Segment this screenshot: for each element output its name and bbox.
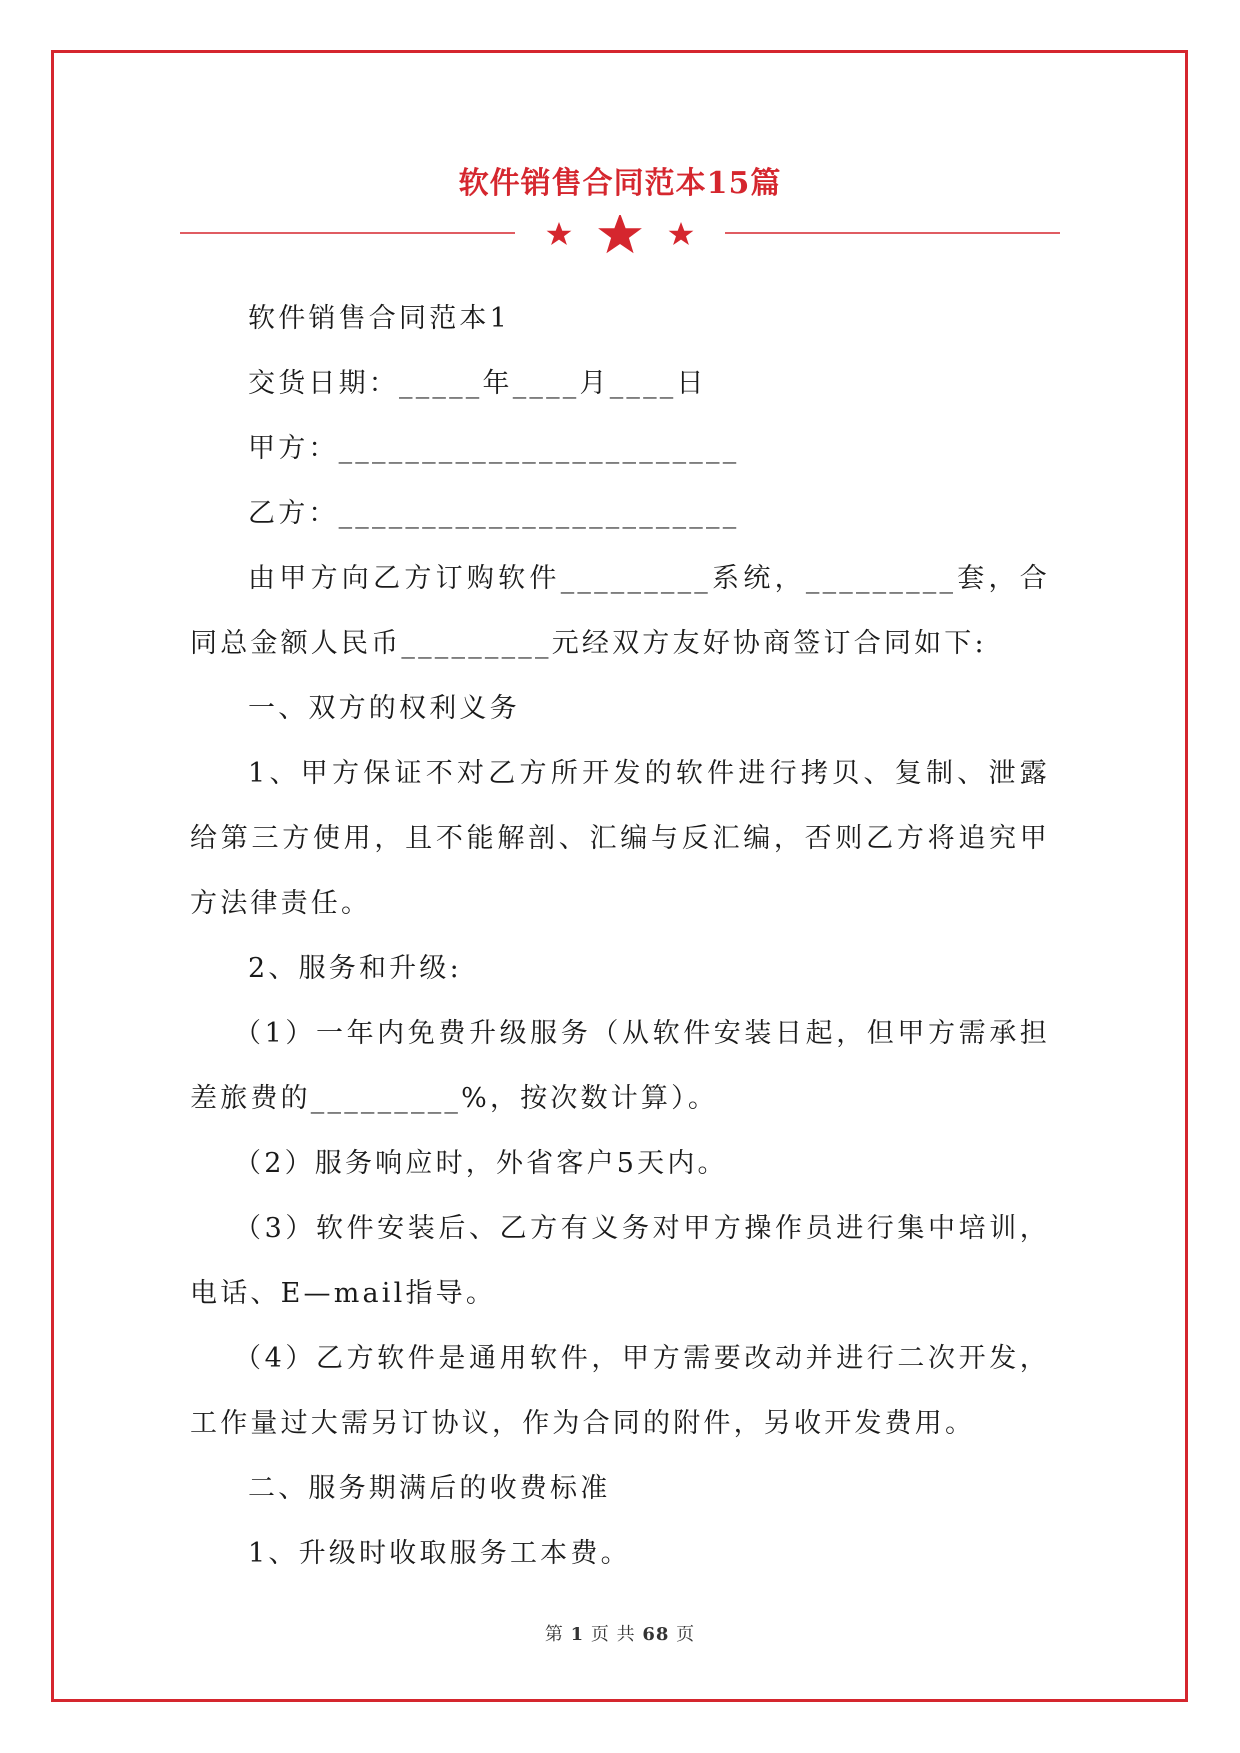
clause-paragraph: （2）服务响应时，外省客户5天内。 [234,1148,728,1179]
clause-paragraph: 2、服务和升级: [248,953,462,984]
section-heading: 软件销售合同范本1 [248,303,510,334]
footer-prefix: 第 [544,1624,564,1645]
clause-paragraph: 1、升级时收取服务工本费。 [248,1538,631,1569]
footer-suffix: 页 [676,1624,696,1645]
delivery-date-line: 交货日期：_____年____月____日 [248,368,707,399]
small-star-icon [547,222,572,245]
clause-paragraph: （4）乙方软件是通用软件，甲方需要改动并进行二次开发，工作量过大需另订协议，作为合同的附件，另收开发费用。 [190,1343,1050,1439]
total-pages-number: 68 [642,1624,670,1645]
clause-paragraph: （1）一年内免费升级服务（从软件安装日起，但甲方需承担差旅费的_________%，按次数计算）。 [190,1018,1050,1114]
clause-paragraph: （3）软件安装后、乙方有义务对甲方操作员进行集中培训，电话、E—mail指导。 [190,1213,1050,1309]
title-divider [180,215,1060,265]
large-star-icon [598,215,642,253]
small-star-icon [669,222,694,245]
party-a-line: 甲方：________________________ [248,433,740,464]
current-page-number: 1 [570,1624,585,1645]
clause-paragraph: 1、甲方保证不对乙方所开发的软件进行拷贝、复制、泄露给第三方使用，且不能解剖、汇编与反汇编，否则乙方将追究甲方法律责任。 [190,758,1050,919]
order-paragraph: 由甲方向乙方订购软件_________系统，_________套，合同总金额人民币_________元经双方友好协商签订合同如下: [190,563,1050,659]
three-stars-icon [180,215,1060,265]
clause-heading: 二、服务期满后的收费标准 [248,1473,611,1504]
page-footer [0,1620,1240,1646]
clause-heading: 一、双方的权利义务 [248,693,520,724]
party-b-line: 乙方：________________________ [248,498,740,529]
document-body [190,286,1050,1586]
footer-middle: 页 共 [590,1624,636,1645]
document-title: 软件销售合同范本15篇 [458,166,782,201]
